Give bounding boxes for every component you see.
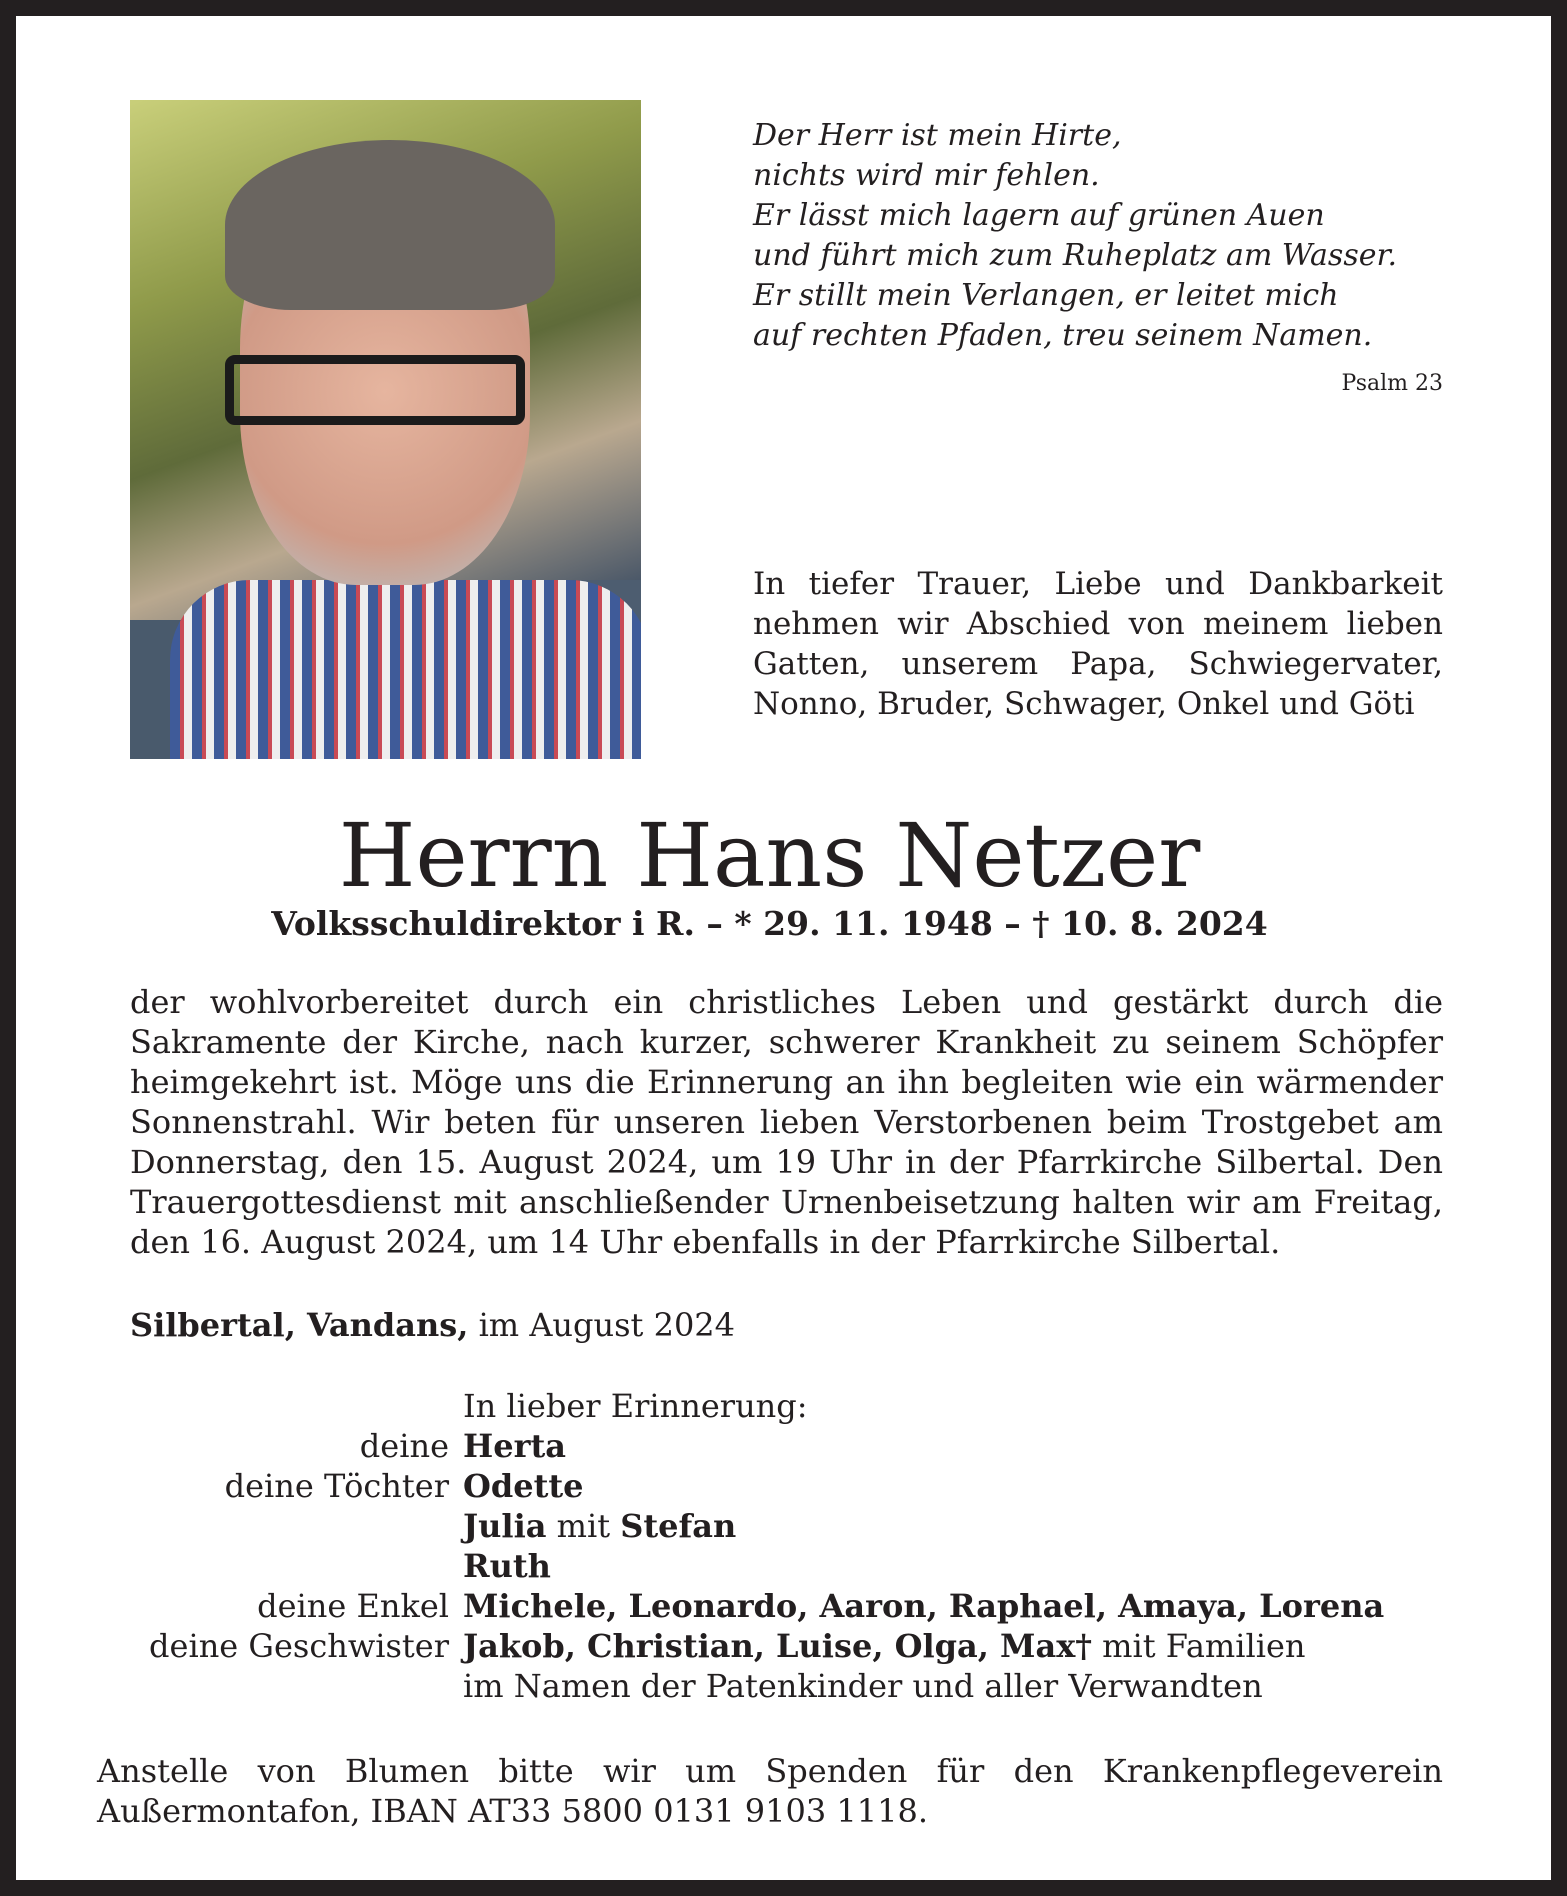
family-names: Odette bbox=[463, 1467, 584, 1505]
family-names: Jakob, Christian, Luise, Olga, Max† bbox=[463, 1627, 1092, 1665]
signature-row bbox=[130, 1666, 1384, 1706]
relation-label: deine Enkel bbox=[257, 1587, 449, 1625]
quote-line: Er stillt mein Verlangen, er leitet mich bbox=[753, 278, 1339, 313]
quote-source: Psalm 23 bbox=[1341, 371, 1443, 396]
quote-line: Der Herr ist mein Hirte, bbox=[753, 118, 1122, 153]
portrait-photo bbox=[130, 100, 641, 759]
signature-row bbox=[130, 1586, 1384, 1626]
connector: mit Familien bbox=[1092, 1627, 1306, 1665]
signature-row bbox=[130, 1426, 1384, 1466]
family-names: Julia bbox=[463, 1507, 547, 1545]
deceased-dates: Volksschuldirektor i R. – * 29. 11. 1948 – † 10. 8. 2024 bbox=[271, 904, 1268, 943]
connector: mit bbox=[546, 1507, 621, 1545]
signature-row bbox=[130, 1466, 1384, 1506]
date: im August 2024 bbox=[468, 1306, 736, 1344]
obituary-page bbox=[16, 16, 1551, 1880]
signatures-heading: In lieber Erinnerung: bbox=[463, 1387, 808, 1425]
signature-row bbox=[130, 1506, 1384, 1546]
quote-line: auf rechten Pfaden, treu seinem Namen. bbox=[753, 318, 1373, 353]
quote-line: und führt mich zum Ruheplatz am Wasser. bbox=[753, 238, 1398, 273]
relation-label: deine Töchter bbox=[224, 1467, 449, 1505]
place: Silbertal, Vandans, bbox=[130, 1306, 469, 1344]
quote-line: Er lässt mich lagern auf grünen Auen bbox=[753, 198, 1325, 233]
quote-line: nichts wird mir fehlen. bbox=[753, 158, 1100, 193]
signatures bbox=[130, 1386, 1384, 1706]
relation-label: deine bbox=[359, 1427, 449, 1465]
signature-row bbox=[130, 1626, 1384, 1666]
family-names: Ruth bbox=[463, 1547, 551, 1585]
family-names: Stefan bbox=[620, 1507, 737, 1545]
deceased-name: Herrn Hans Netzer bbox=[338, 804, 1201, 907]
psalm-quote bbox=[753, 116, 1397, 356]
intro-text: In tiefer Trauer, Liebe und Dankbarkeit nehmen wir Abschied von meinem lieben Gatten, unserem Papa, Schwiegervater, Nonno, Bruder, Schwager, Onkel und Göti bbox=[753, 566, 1443, 722]
family-names: Herta bbox=[463, 1427, 566, 1465]
family-names: Michele, Leonardo, Aaron, Raphael, Amaya, Lorena bbox=[463, 1587, 1385, 1625]
closing-line: im Namen der Patenkinder und aller Verwandten bbox=[463, 1667, 1263, 1705]
signature-row bbox=[130, 1546, 1384, 1586]
relation-label: deine Geschwister bbox=[149, 1627, 449, 1665]
place-date bbox=[130, 1306, 735, 1344]
body-text: der wohlvorbereitet durch ein christliches Leben und gestärkt durch die Sakramente der Kirche, nach kurzer, schwerer Krankheit zu seinem Schöpfer heimgekehrt ist. Möge uns die Erinnerung an ihn begleiten wie ein wärmender Sonnenstrahl. Wir beten für unseren lieben Verstorbenen beim Trostgebet am Donnerstag, den 15. August 2024, um 19 Uhr in der Pfarrkirche Silbertal. Den Trauergottesdienst mit anschließender Urnenbeisetzung halten wir am Freitag, den 16. August 2024, um 14 Uhr ebenfalls in der Pfarrkirche Silbertal. bbox=[130, 983, 1443, 1261]
donation-note: Anstelle von Blumen bitte wir um Spenden für den Krankenpflegeverein Außermontafon, IBAN AT33 5800 0131 9103 1118. bbox=[97, 1752, 1443, 1830]
